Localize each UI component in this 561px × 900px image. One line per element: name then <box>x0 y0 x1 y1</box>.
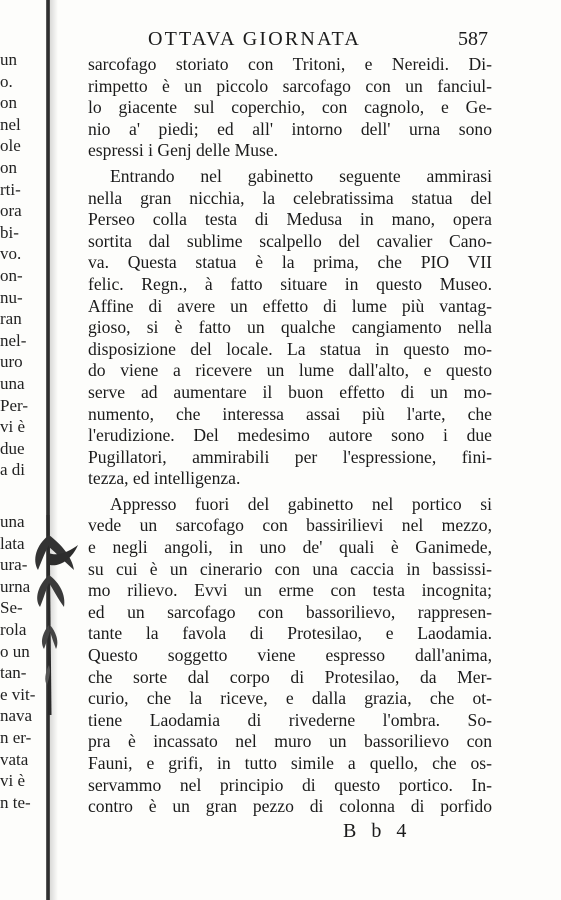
text-line: servammo nel principio di questo portico. In- <box>88 774 492 795</box>
text-line: pra è incassato nel muro un bassorilievo con <box>88 731 492 752</box>
text-line: espressi i Genj delle Muse. <box>88 140 279 161</box>
text-line: Perseo colla testa di Medusa in mano, opera <box>88 209 492 230</box>
text-line: che sorte dal corpo di Protesilao, da Mer- <box>88 666 492 687</box>
paragraph <box>88 166 492 490</box>
facing-page-text: on- <box>0 266 23 285</box>
facing-page-text: vo. <box>0 244 22 264</box>
facing-page-text: lata <box>0 533 25 553</box>
facing-page-text: on <box>0 93 17 113</box>
text-line: Questo soggetto viene espresso dall'anima, <box>88 645 492 666</box>
text-line: sarcofago storiato con Tritoni, e Nereidi. Di- <box>88 54 492 74</box>
text-line: nio a' piedi; ed all' intorno dell' urna sono <box>88 118 492 139</box>
gutter-shadow <box>50 0 58 900</box>
facing-page-text: uro <box>0 352 23 372</box>
text-line: lo giacente sul coperchio, con cagnolo, e Ge- <box>88 97 492 118</box>
facing-page-text: on <box>0 158 17 177</box>
text-line: mo rilievo. Evvi un erme con testa incognita; <box>88 580 492 601</box>
facing-page-text: urna <box>0 576 31 596</box>
paragraph <box>88 54 492 162</box>
text-line: l'erudizione. Del medesimo autore sono i due <box>88 425 492 446</box>
facing-page-text: n te- <box>0 792 31 812</box>
text-line: e negli angoli, in uno de' quali è Ganimede, <box>88 537 492 558</box>
facing-page-text: ole <box>0 136 21 156</box>
facing-page-text: vata <box>0 749 29 769</box>
body-text <box>88 54 492 818</box>
text-line: tezza, ed intelligenza. <box>88 468 241 489</box>
text-line: rimpetto è un piccolo sarcofago con un fanciul- <box>88 75 492 96</box>
facing-page-text: e vit- <box>0 684 36 704</box>
text-line: numento, che interessa assai più l'arte, che <box>88 403 492 424</box>
facing-page-text: ran <box>0 309 22 329</box>
text-line: do viene a ricevere un lume dall'alto, e questo <box>88 360 492 381</box>
text-line: nella gran nicchia, la celebratissima statua del <box>88 187 492 208</box>
facing-page-text: rola <box>0 620 27 639</box>
facing-page-text: nu- <box>0 287 23 307</box>
facing-page-text: nava <box>0 706 33 726</box>
facing-page-text: Per- <box>0 395 28 415</box>
text-line: gioso, si è fatto un qualche cangiamento nella <box>88 317 492 338</box>
facing-page-text: Se- <box>0 598 23 618</box>
facing-page-text: a di <box>0 460 26 480</box>
text-line: tiene Laodamia di rivederne l'ombra. So- <box>88 709 492 730</box>
text-line: va. Questa statua è la prima, che PIO VII <box>88 252 492 273</box>
facing-page-text: ura- <box>0 555 28 575</box>
facing-page-text: una <box>0 512 25 531</box>
facing-page-text: due <box>0 438 25 458</box>
text-line: tante la favola di Protesilao, e Laodamia. <box>88 623 492 644</box>
text-line: felic. Regn., à fatto situare in questo Museo. <box>88 273 492 294</box>
facing-page-text: nel <box>0 114 21 134</box>
facing-page-fragment <box>0 50 42 850</box>
facing-page-text: un <box>0 50 17 69</box>
facing-page-text: nel- <box>0 330 27 350</box>
facing-page-text: vi è <box>0 771 26 791</box>
text-line: Appresso fuori del gabinetto nel portico si <box>110 493 492 514</box>
facing-page-text: tan- <box>0 663 27 683</box>
signature-mark: B b 4 <box>343 820 412 842</box>
facing-page-text: una <box>0 374 25 393</box>
text-line: contro è un gran pezzo di colonna di porfido <box>88 796 492 817</box>
text-line: sortita dal sublime scalpello del cavalier Cano- <box>88 230 492 251</box>
text-line: su cui è un cinerario con una caccia in bassissi- <box>88 558 492 579</box>
facing-page-text: vi è <box>0 417 26 437</box>
facing-page-text: o. <box>0 71 13 91</box>
facing-page-text: bi- <box>0 222 19 242</box>
running-header <box>148 28 488 51</box>
text-line: Fauni, e grifi, in tutto simile a quello, che os- <box>88 753 492 773</box>
text-line: Pugillatori, ammirabili per l'espressione, fini- <box>88 446 492 467</box>
text-line: Entrando nel gabinetto seguente ammirasi <box>110 165 492 186</box>
leaf-ornament-icon <box>28 515 88 715</box>
running-title: OTTAVA GIORNATA <box>148 28 361 50</box>
facing-page-text: o un <box>0 641 30 661</box>
text-line: curio, che la riceve, e dalla grazia, che ot- <box>88 688 492 709</box>
text-line: Affine di avere un effetto di lume più vantag- <box>88 295 492 316</box>
text-line: disposizione del locale. La statua in questo mo- <box>88 338 492 359</box>
text-line: ed un sarcofago con bassorilievo, rappresen- <box>88 601 492 622</box>
facing-page-text: rti- <box>0 179 21 199</box>
text-line: serve ad aumentare il buon effetto di un mo- <box>88 381 492 402</box>
facing-page-text: ora <box>0 201 22 221</box>
text-line: vede un sarcofago con bassirilievi nel mezzo, <box>88 515 492 536</box>
page-number: 587 <box>458 28 488 50</box>
paragraph <box>88 494 492 818</box>
facing-page-text: n er- <box>0 728 32 747</box>
